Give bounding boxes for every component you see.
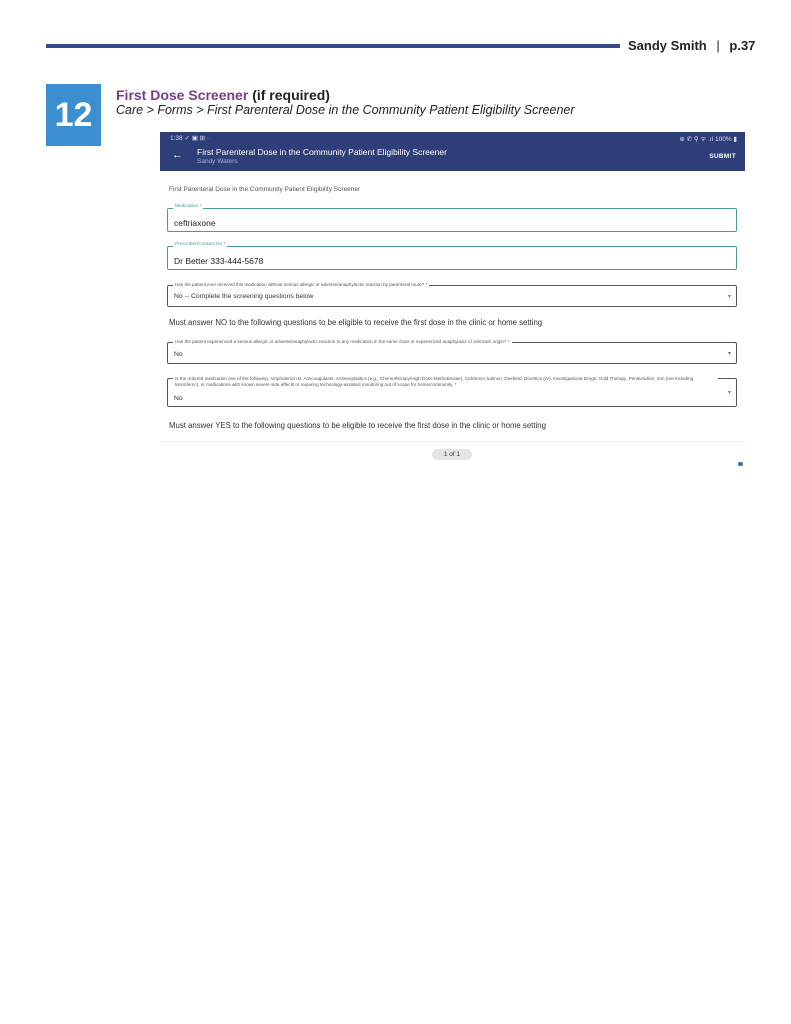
step-title-highlight: First Dose Screener — [116, 87, 249, 103]
chevron-down-icon: ▾ — [727, 390, 731, 396]
class-reaction-label: Has the patient experienced a serious allergic or adverse/anaphylactic reaction to any medication in the same class or experienced anaphylaxis of unknown origin? * — [175, 339, 510, 344]
medication-list-label: Is the ordered medication one of the following: Amphotericin B, Anticoagulants, Antineoplastics (e.g., Chemotherapy/High Dose Methotrexate), Calcitonin Salmon, Desferal, Diuretics (IV), Investigational Drugs, Gold Therapy, Pentamidine, Iron (not including Monoferric), or medications with known severe side effects or requiring technology-assisted monitoring out of scope for home/community. * — [173, 376, 718, 387]
device-screenshot — [160, 132, 745, 472]
author-name: Sandy Smith — [628, 38, 707, 53]
step-breadcrumb-path: Care > Forms > First Parenteral Dose in the Community Patient Eligibility Screener — [116, 103, 575, 117]
app-bar-title: First Parenteral Dose in the Community Patient Eligibility Screener — [197, 147, 447, 157]
header-rule — [46, 44, 620, 48]
step-number-badge: 12 — [46, 84, 101, 146]
medication-label: Medication * — [175, 204, 202, 209]
prescriber-label: Prescriber/Contact No * — [175, 242, 226, 247]
medication-field[interactable] — [167, 204, 737, 232]
prior-reaction-value: No -- Complete the screening questions below — [174, 293, 314, 300]
prescriber-field[interactable] — [167, 242, 737, 270]
prior-reaction-select[interactable] — [167, 282, 737, 307]
prescriber-value: Dr Better 333-444-5678 — [174, 256, 264, 266]
medication-list-select[interactable] — [167, 378, 737, 407]
submit-button[interactable]: SUBMIT — [709, 153, 736, 160]
form-heading: First Parenteral Dose in the Community Patient Eligibility Screener — [169, 186, 361, 193]
prior-reaction-label: Has the patient ever received this medication without serious allergic or adverse/anaphylactic reaction by parenteral route? * — [175, 282, 428, 287]
chevron-down-icon: ▾ — [727, 351, 731, 357]
page-meta — [628, 38, 755, 53]
instruction-answer-no: Must answer NO to the following questions to be eligible to receive the first dose in the clinic or home setting — [169, 318, 543, 327]
app-bar-subtitle: Sandy Waters — [197, 158, 238, 165]
divider — [160, 441, 745, 442]
floating-action-icon[interactable] — [738, 462, 743, 466]
chevron-down-icon: ▾ — [727, 294, 731, 300]
class-reaction-select[interactable] — [167, 339, 737, 364]
medication-list-value: No — [174, 395, 183, 402]
class-reaction-value: No — [174, 351, 183, 358]
page-indicator: 1 of 1 — [432, 449, 472, 460]
meta-separator: | — [716, 38, 720, 53]
status-bar-right: ⊕ ✆ ⚲ ᯤ .ıl 100% ▮ — [679, 136, 737, 143]
app-bar — [160, 132, 745, 171]
page-number: p.37 — [729, 38, 756, 53]
medication-value: ceftriaxone — [174, 218, 216, 228]
status-bar-left: 1:38 ✓ ▣ ⊞ · — [170, 135, 210, 142]
step-title — [116, 87, 330, 103]
step-title-rest: (if required) — [252, 87, 330, 103]
back-arrow-icon[interactable]: ← — [172, 149, 183, 161]
instruction-answer-yes: Must answer YES to the following questions to be eligible to receive the first dose in the clinic or home setting — [169, 421, 546, 430]
